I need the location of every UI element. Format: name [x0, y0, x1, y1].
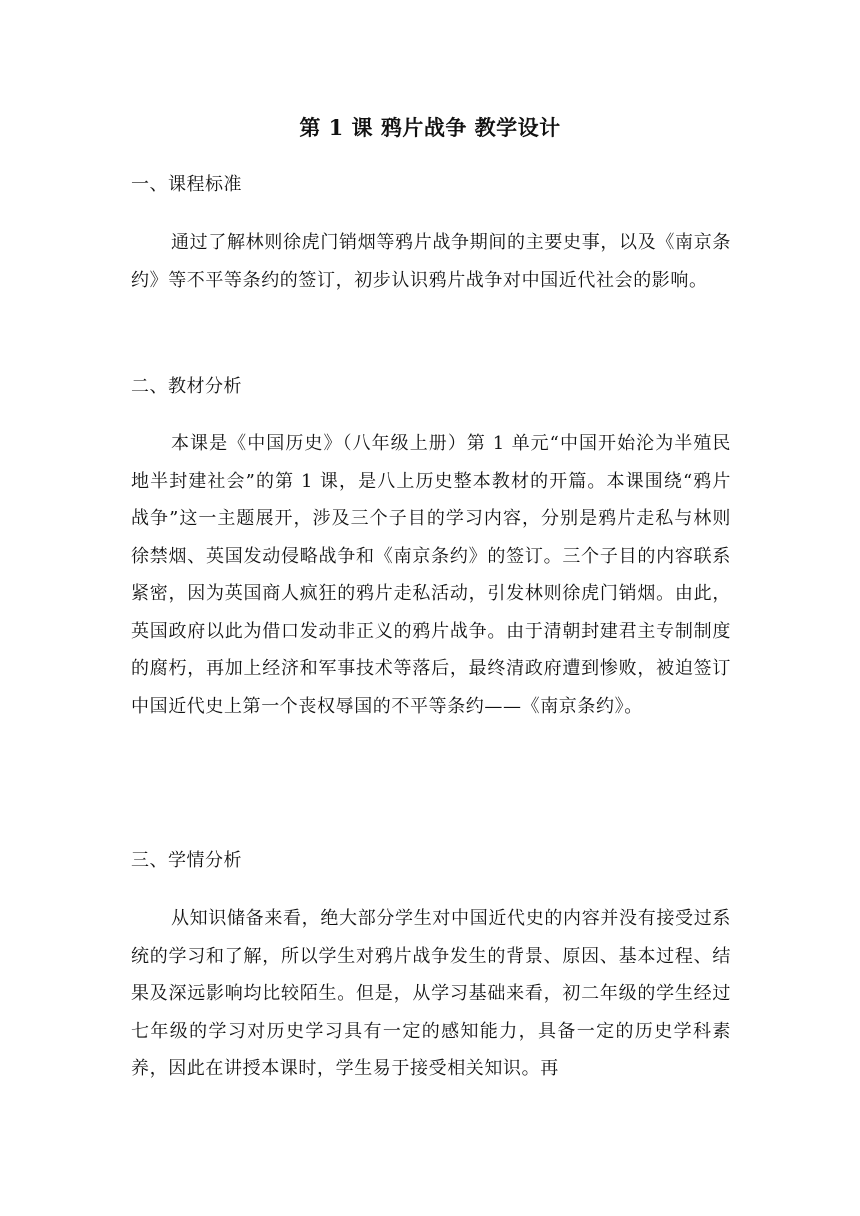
section-paragraph-learner-analysis: 从知识储备来看，绝大部分学生对中国近代史的内容并没有接受过系统的学习和了解，所以学生对鸦片战争发生的背景、原因、基本过程、结果及深远影响均比较陌生。但是，从学习基础来看，初二年级的学生经过七年级的学习对历史学习具有一定的感知能力，具备一定的历史学科素养，因此在讲授本课时，学生易于接受相关知识。再: [131, 908, 731, 1079]
section-heading-textbook-analysis: 二、教材分析: [131, 376, 242, 397]
section-heading-curriculum-standard: 一、课程标准: [131, 174, 242, 195]
document-title: 第 1 课 鸦片战争 教学设计: [299, 115, 561, 140]
section-paragraph-curriculum-standard: 通过了解林则徐虎门销烟等鸦片战争期间的主要史事，以及《南京条约》等不平等条约的签订，初步认识鸦片战争对中国近代社会的影响。: [131, 232, 731, 291]
section-paragraph-textbook-analysis: 本课是《中国历史》（八年级上册）第 1 单元“中国开始沦为半殖民地半封建社会”的第 1 课，是八上历史整本教材的开篇。本课围绕“鸦片战争”这一主题展开，涉及三个子目的学习内容，分别是鸦片走私与林则徐禁烟、英国发动侵略战争和《南京条约》的签订。三个子目的内容联系紧密，因为英国商人疯狂的鸦片走私活动，引发林则徐虎门销烟。由此，英国政府以此为借口发动非正义的鸦片战争。由于清朝封建君主专制制度的腐朽，再加上经济和军事技术等落后，最终清政府遭到惨败，被迫签订中国近代史上第一个丧权辱国的不平等条约——《南京条约》。: [131, 433, 731, 717]
section-heading-learner-analysis: 三、学情分析: [131, 850, 242, 871]
